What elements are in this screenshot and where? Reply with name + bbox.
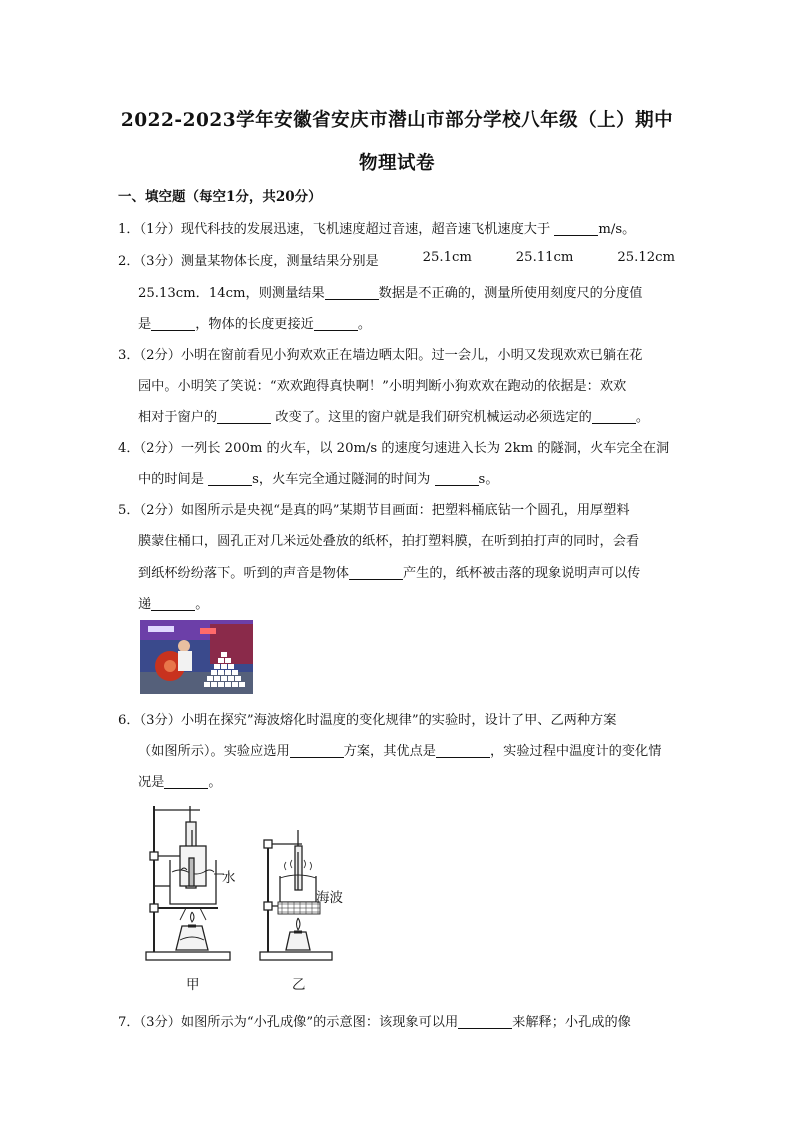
answer-blank[interactable]: [208, 471, 252, 486]
q3-text: 改变了。这里的窗户就是我们研究机械运动必须选定的: [271, 410, 592, 425]
q6-text: 。: [208, 775, 222, 790]
answer-blank[interactable]: [151, 316, 195, 331]
label-haibo: 海波: [316, 890, 343, 906]
paper-title: 2022-2023学年安徽省安庆市潜山市部分学校八年级（上）期中: [120, 110, 674, 131]
q6-text: （如图所示）。实验应选用: [138, 744, 290, 759]
q2-value: 25.11cm: [515, 250, 574, 265]
question-2-line-1: [118, 250, 675, 269]
q5-text: 递: [138, 597, 152, 612]
question-5-line-3: [138, 562, 640, 581]
answer-blank[interactable]: [314, 316, 358, 331]
answer-blank[interactable]: [151, 596, 195, 611]
q4-text: s，火车完全通过隧洞的时间为: [252, 472, 435, 487]
answer-blank[interactable]: [164, 774, 208, 789]
q6-text: 况是: [138, 775, 165, 790]
answer-blank[interactable]: [592, 409, 636, 424]
q5-text: 。: [195, 597, 209, 612]
question-3-line-2: 园中。小明笑了笑说：“欢欢跑得真快啊！”小明判断小狗欢欢在跑动的依据是：欢欢: [138, 379, 627, 394]
experiment-apparatus-diagram: [140, 800, 360, 970]
question-6-line-1: 6．（3分）小明在探究”海波熔化时温度的变化规律”的实验时，设计了甲、乙两种方案: [118, 713, 617, 728]
question-5-line-1: 5．（2分）如图所示是央视“是真的吗”某期节目画面：把塑料桶底钻一个圆孔，用厚塑料: [118, 503, 630, 518]
q2-text: ，物体的长度更接近: [195, 317, 314, 332]
question-2-line-2: [138, 282, 642, 301]
q2-text: 是: [138, 317, 152, 332]
question-4-line-2: [138, 468, 499, 487]
label-water: 水: [222, 870, 236, 886]
answer-blank[interactable]: [435, 471, 479, 486]
label-yi: 乙: [292, 977, 306, 993]
question-1: [118, 218, 635, 237]
answer-blank[interactable]: [325, 285, 379, 300]
q2-value: 25.1cm: [422, 250, 472, 265]
question-2-line-3: [138, 313, 371, 332]
question-3-line-1: 3．（2分）小明在窗前看见小狗欢欢正在墙边晒太阳。过一会儿，小明又发现欢欢已躺在花: [118, 348, 643, 363]
q2-text: 25.13cm．14cm，则测量结果: [138, 286, 325, 301]
q1-text: 1．（1分）现代科技的发展迅速，飞机速度超过音速，超音速飞机速度大于: [118, 222, 555, 237]
setup-jia: [146, 806, 230, 960]
tv-show-photo: [140, 620, 253, 694]
answer-blank[interactable]: [458, 1014, 512, 1029]
q2-text: 2．（3分）测量某物体长度，测量结果分别是: [118, 254, 379, 269]
q6-text: 方案，其优点是: [343, 744, 436, 759]
q7-text: 7．（3分）如图所示为“小孔成像”的示意图：该现象可以用: [118, 1015, 459, 1030]
answer-blank[interactable]: [290, 743, 344, 758]
question-7-line-1: [118, 1011, 631, 1030]
q4-text: 中的时间是: [138, 472, 209, 487]
paper-subtitle: 物理试卷: [358, 153, 435, 174]
question-6-line-2: [138, 740, 661, 759]
answer-blank[interactable]: [436, 743, 490, 758]
q2-text: 数据是不正确的，测量所使用刻度尺的分度值: [378, 286, 643, 301]
q5-text: 到纸杯纷纷落下。听到的声音是物体: [138, 566, 349, 581]
section-heading: 一、填空题（每空1分，共20分）: [118, 189, 322, 205]
q2-text: 。: [357, 317, 372, 332]
q1-unit: m/s。: [598, 222, 636, 237]
q4-text: s。: [478, 472, 499, 487]
q2-value: 25.12cm: [617, 250, 675, 265]
answer-blank[interactable]: [554, 221, 598, 236]
question-5-line-2: 膜蒙住桶口，圆孔正对几米远处叠放的纸杯，拍打塑料膜，在听到拍打声的同时，会看: [138, 534, 640, 549]
answer-blank[interactable]: [349, 565, 403, 580]
question-6-line-3: [138, 771, 222, 790]
answer-blank[interactable]: [217, 409, 271, 424]
question-4-line-1: 4．（2分）一列长 200m 的火车，以 20m/s 的速度匀速进入长为 2km 的隧洞，火车完全在洞: [118, 441, 670, 456]
q7-text: 来解释；小孔成的像: [512, 1015, 631, 1030]
q6-text: ，实验过程中温度计的变化情: [489, 744, 662, 759]
label-jia: 甲: [186, 977, 200, 993]
q3-text: 相对于窗户的: [138, 410, 218, 425]
question-3-line-3: [138, 406, 649, 425]
question-5-line-4: [138, 593, 208, 612]
q5-text: 产生的，纸杯被击落的现象说明声可以传: [403, 566, 641, 581]
q3-text: 。: [635, 410, 650, 425]
